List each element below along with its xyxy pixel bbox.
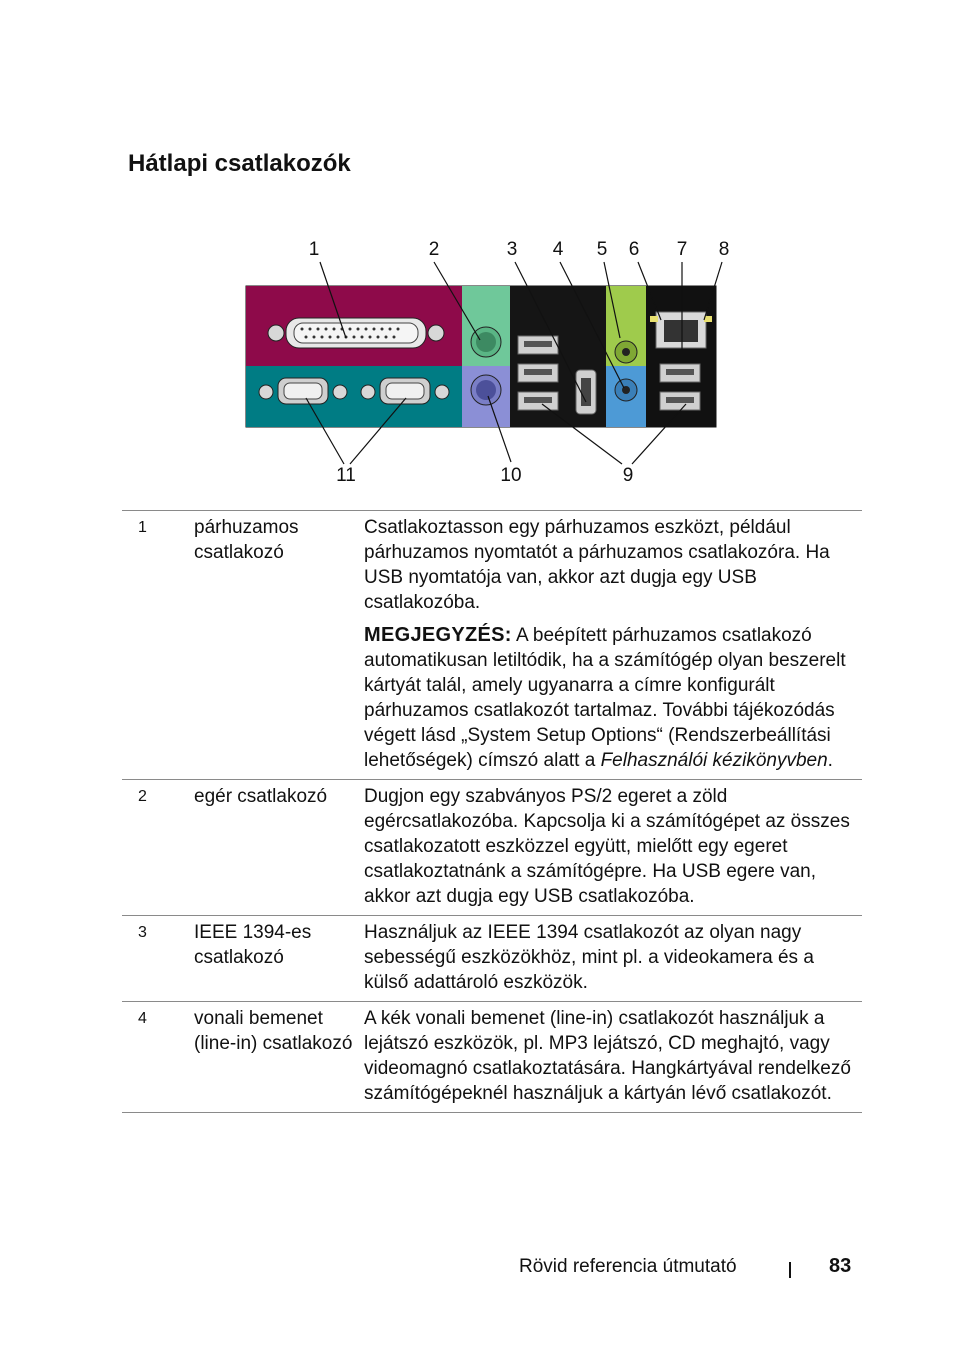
callout-6: 6 <box>628 239 640 260</box>
note-text: A beépített párhuzamos csatlakozó automatikusan letiltódik, ha a számítógép olyan beszerelt kártyát talál, amely ugyanarra a címre konfigurált párhuzamos csatlakozót tartalmaz. További tájékozódás végett lásd „System Setup Options“ (Rendszerbeállítási lehetőségek) címszó alatt a <box>364 625 846 771</box>
connector-description <box>364 511 862 780</box>
callout-5: 5 <box>596 239 608 260</box>
table-row <box>122 916 862 1002</box>
callout-1: 1 <box>308 239 320 260</box>
footer-separator <box>789 1262 791 1278</box>
page-heading: Hátlapi csatlakozók <box>128 150 351 177</box>
table-row <box>122 511 862 780</box>
callout-2: 2 <box>428 239 440 260</box>
connector-description: Használjuk az IEEE 1394 csatlakozót az olyan nagy sebességű eszközökhöz, mint pl. a videokamera és a külső adattároló eszközök. <box>364 922 814 993</box>
callout-7: 7 <box>676 239 688 260</box>
callout-11: 11 <box>336 465 356 486</box>
footer-title: Rövid referencia útmutató <box>519 1256 737 1277</box>
callout-3: 3 <box>506 239 518 260</box>
row-number: 4 <box>138 1010 147 1027</box>
callout-8: 8 <box>718 239 730 260</box>
connector-name: vonali bemenet (line-in) csatlakozó <box>194 1008 353 1054</box>
row-number: 2 <box>138 788 147 805</box>
page-number: 83 <box>829 1255 852 1277</box>
table-row <box>122 1002 862 1113</box>
row-number: 1 <box>138 519 147 536</box>
row-number: 3 <box>138 924 147 941</box>
note-end: . <box>827 750 833 771</box>
note-label: MEGJEGYZÉS: <box>364 624 512 646</box>
connector-description: A kék vonali bemenet (line-in) csatlakozót használjuk a lejátszó eszközök, pl. MP3 lejátszó, CD meghajtó, vagy videomagnó csatlakoztatására. Hangkártyával rendelkező számítógépeknél használjuk a kártyán lévő csatlakozót. <box>364 1008 851 1104</box>
connector-name: IEEE 1394-es csatlakozó <box>194 922 312 968</box>
connector-description: Dugjon egy szabványos PS/2 egeret a zöld egércsatlakozóba. Kapcsolja ki a számítógépet az összes csatlakozatott eszközzel együtt, mielőtt egy egeret csatlakoztatnánk a számítógépre. Ha USB egere van, akkor azt dugja egy USB csatlakozóba. <box>364 786 850 907</box>
callout-10: 10 <box>500 465 522 486</box>
connector-table <box>122 510 862 1113</box>
description-text: Csatlakoztasson egy párhuzamos eszközt, például párhuzamos nyomtatót a párhuzamos csatlakozóra. Ha USB nyomtatója van, akkor azt dugja egy USB csatlakozóba. <box>364 517 830 613</box>
connector-name: egér csatlakozó <box>194 786 328 807</box>
callout-9: 9 <box>622 465 634 486</box>
connector-name: párhuzamos csatlakozó <box>194 517 299 563</box>
callout-4: 4 <box>552 239 564 260</box>
note-italic: Felhasználói kézikönyvben <box>600 750 828 771</box>
table-row <box>122 780 862 916</box>
back-panel-diagram <box>236 230 736 490</box>
note <box>364 623 856 773</box>
